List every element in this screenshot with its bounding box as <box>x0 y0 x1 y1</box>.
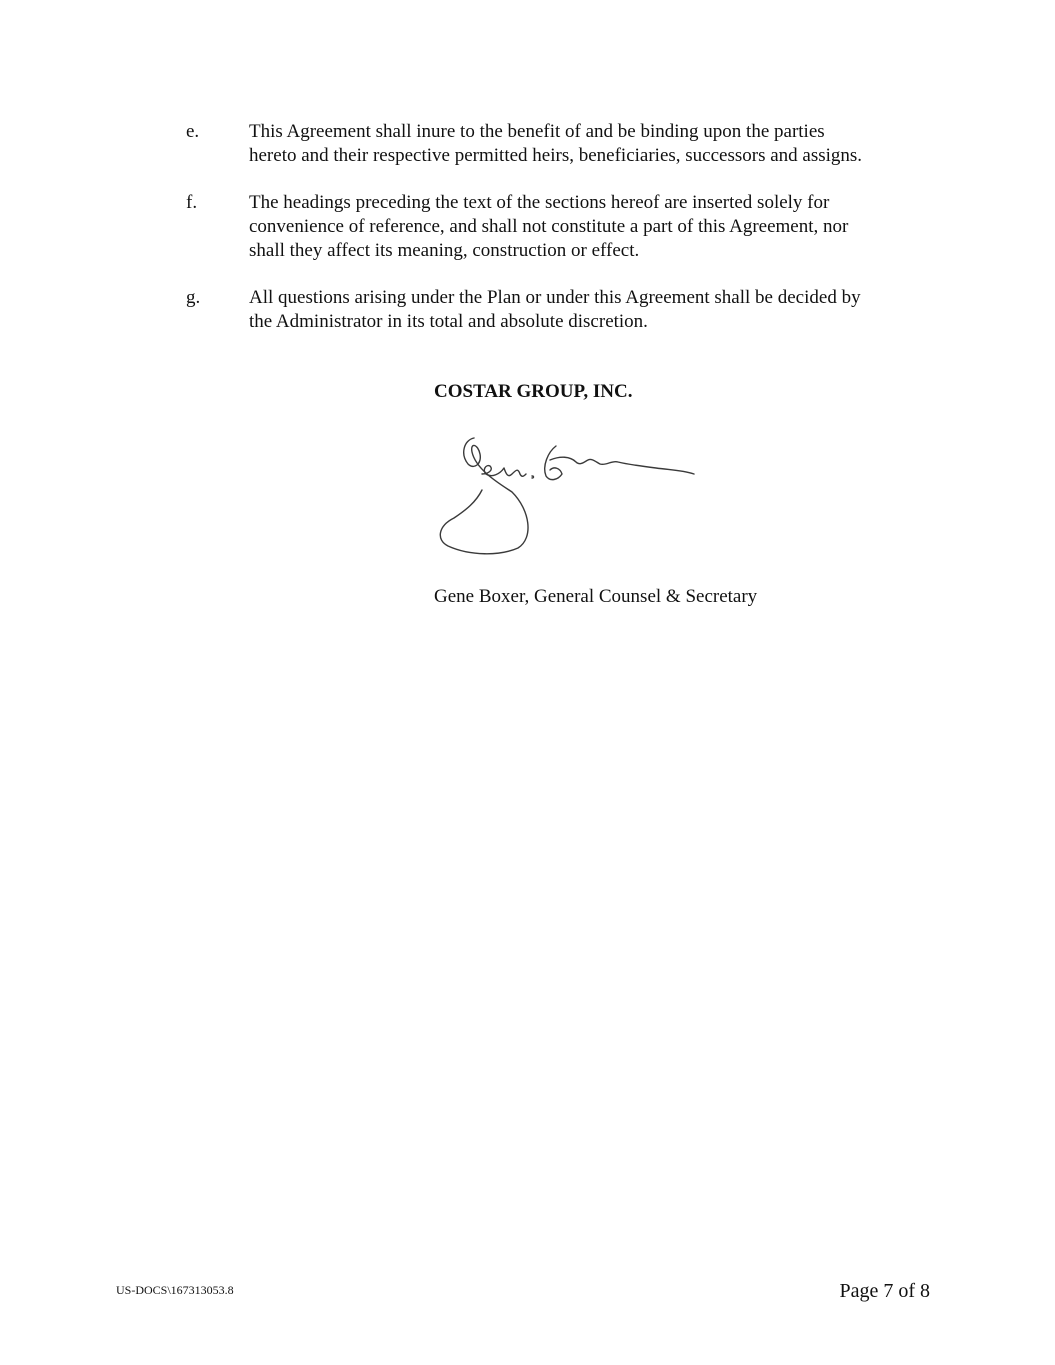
page-number: Page 7 of 8 <box>839 1280 930 1302</box>
signer-name-title: Gene Boxer, General Counsel & Secretary <box>434 586 758 607</box>
clause-marker: f. <box>186 192 198 213</box>
clause-line: shall they affect its meaning, construction or effect. <box>249 240 640 261</box>
document-id: US-DOCS\167313053.8 <box>116 1283 234 1297</box>
clause-marker: g. <box>186 287 201 308</box>
clause-text <box>249 286 929 334</box>
clause-line: convenience of reference, and shall not constitute a part of this Agreement, nor <box>249 216 849 237</box>
clause-line: hereto and their respective permitted heirs, beneficiaries, successors and assigns. <box>249 145 863 166</box>
clause-text <box>249 191 929 263</box>
clause-line: The headings preceding the text of the sections hereof are inserted solely for <box>249 192 830 213</box>
clause-line: All questions arising under the Plan or under this Agreement shall be decided by <box>249 287 861 308</box>
clause-line: This Agreement shall inure to the benefit of and be binding upon the parties <box>249 121 825 142</box>
clause-text <box>249 120 929 168</box>
signature-image <box>430 430 700 565</box>
company-name: COSTAR GROUP, INC. <box>434 381 633 402</box>
clause-line: the Administrator in its total and absolute discretion. <box>249 311 648 332</box>
clause-marker: e. <box>186 121 200 142</box>
